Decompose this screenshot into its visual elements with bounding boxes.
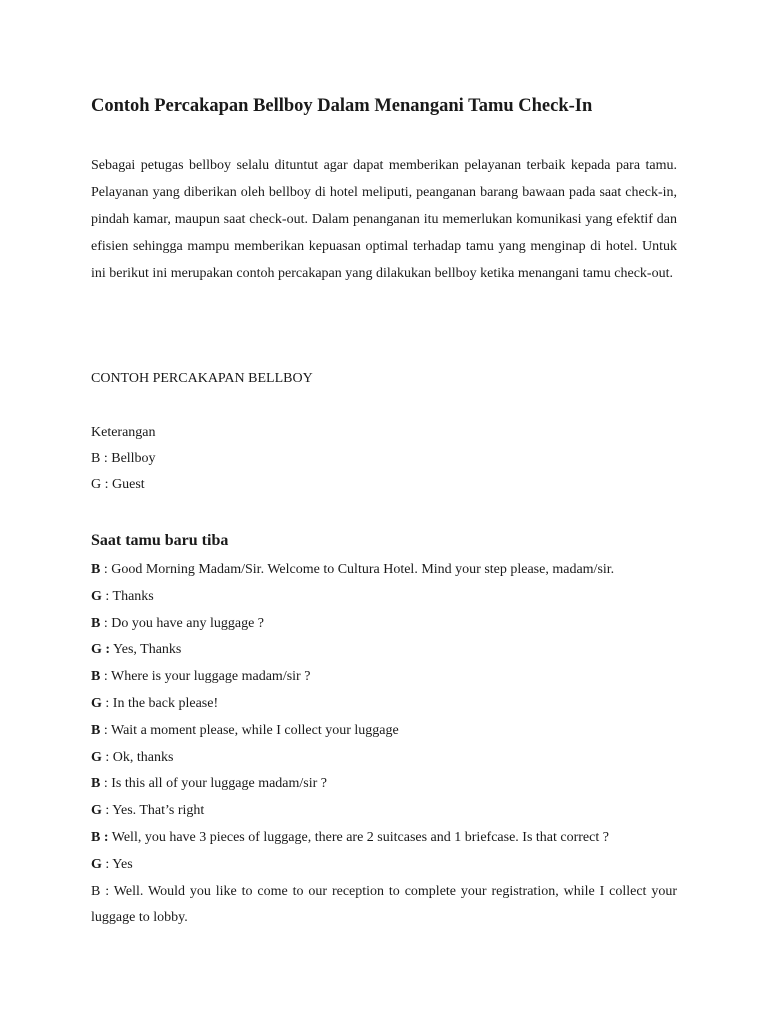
dialogue-heading: Saat tamu baru tiba: [91, 532, 229, 549]
legend-item-guest: G : Guest: [91, 477, 145, 492]
speaker-separator: :: [100, 615, 112, 631]
dialogue-text: Well, you have 3 pieces of luggage, there are 2 suitcases and 1 briefcase. Is that correct ?: [111, 829, 609, 845]
speaker-separator: :: [100, 669, 111, 685]
speaker-label: G: [91, 803, 102, 819]
legend-item-bellboy: B : Bellboy: [91, 451, 156, 466]
speaker-separator: :: [100, 562, 112, 577]
dialogue-text: Do you have any luggage ?: [111, 615, 265, 631]
dialogue-text: Good Morning Madam/Sir. Welcome to Cultura Hotel. Mind your step please, madam/sir.: [111, 562, 615, 577]
speaker-separator: :: [101, 803, 113, 819]
legend-block: [91, 420, 156, 498]
speaker-label: B: [91, 776, 101, 792]
dialogue-text: Yes. That’s right: [112, 803, 205, 819]
speaker-label: B: [91, 669, 101, 685]
dialogue-line: [91, 798, 677, 825]
dialogue-text: Yes: [112, 856, 133, 872]
dialogue-line: [91, 584, 677, 611]
speaker-label: B: [91, 883, 101, 899]
dialogue-text: Yes, Thanks: [113, 642, 182, 658]
dialogue-list: [91, 557, 677, 932]
dialogue-line: [91, 879, 677, 933]
speaker-separator: :: [100, 776, 112, 792]
speaker-label: G: [91, 695, 102, 711]
dialogue-line: [91, 852, 677, 879]
speaker-label: G: [91, 588, 102, 604]
dialogue-line: [91, 664, 677, 691]
speaker-separator: :: [100, 722, 111, 738]
dialogue-line: [91, 745, 677, 772]
section-heading: CONTOH PERCAKAPAN BELLBOY: [91, 371, 313, 386]
speaker-label: B: [91, 562, 101, 577]
dialogue-text: Wait a moment please, while I collect your luggage: [110, 722, 399, 738]
speaker-separator: :: [101, 856, 113, 872]
dialogue-text: Where is your luggage madam/sir ?: [110, 669, 311, 685]
speaker-separator: :: [101, 749, 113, 765]
dialogue-line: [91, 718, 677, 745]
dialogue-text: Well. Would you like to come to our reception to complete your registration, while I collect your luggage to lobby.: [91, 883, 677, 926]
dialogue-line: [91, 557, 677, 584]
speaker-label: G: [91, 749, 102, 765]
document-title: Contoh Percakapan Bellboy Dalam Menangani Tamu Check-In: [91, 96, 593, 116]
intro-paragraph: Sebagai petugas bellboy selalu dituntut agar dapat memberikan pelayanan terbaik kepada para tamu. Pelayanan yang diberikan oleh bellboy di hotel meliputi, peanganan barang bawaan pada saat check-in, pindah kamar, maupun saat check-out. Dalam penanganan itu memerlukan komunikasi yang efektif dan efisien sehingga mampu memberikan kepuasan optimal terhadap tamu yang menginap di hotel. Untuk ini berikut ini merupakan contoh percakapan yang dilakukan bellboy ketika menangani tamu check-out.: [91, 158, 677, 281]
dialogue-text: Ok, thanks: [112, 749, 174, 765]
speaker-label: B :: [91, 829, 109, 845]
dialogue-text: Is this all of your luggage madam/sir ?: [111, 776, 328, 792]
speaker-label: G: [91, 856, 102, 872]
speaker-separator: :: [101, 695, 113, 711]
dialogue-text: Thanks: [112, 588, 154, 604]
dialogue-line: [91, 825, 677, 852]
dialogue-line: [91, 771, 677, 798]
legend-label: Keterangan: [91, 425, 156, 440]
dialogue-line: [91, 691, 677, 718]
speaker-separator: :: [100, 883, 114, 899]
speaker-label: B: [91, 722, 101, 738]
dialogue-line: [91, 637, 677, 664]
dialogue-line: [91, 611, 677, 638]
speaker-label: B: [91, 615, 101, 631]
dialogue-text: In the back please!: [112, 695, 219, 711]
speaker-label: G :: [91, 642, 111, 658]
speaker-separator: :: [101, 588, 113, 604]
